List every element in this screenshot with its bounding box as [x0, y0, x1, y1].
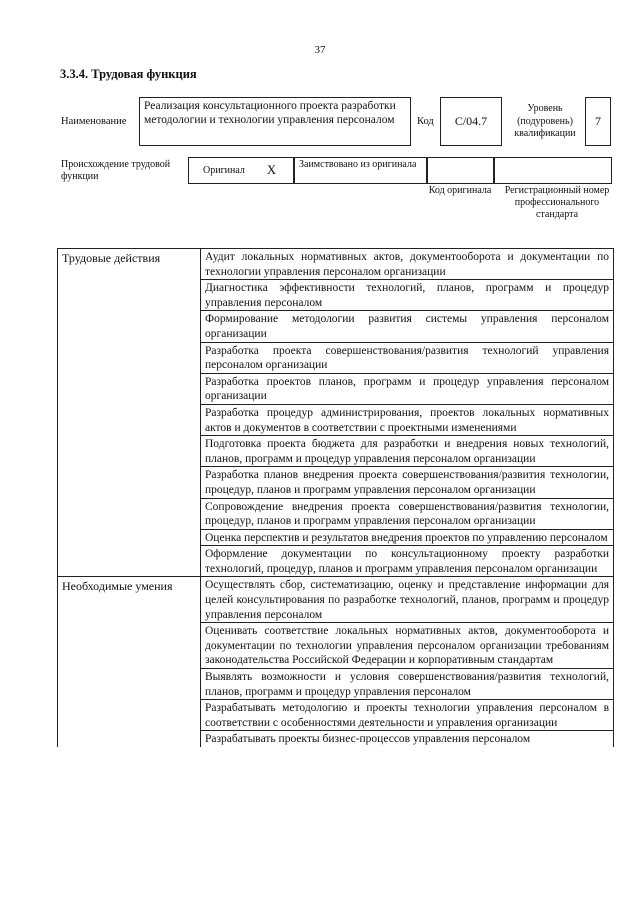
row-item: Диагностика эффективности технологий, планов, программ и процедур управления персоналом — [201, 280, 614, 311]
row-item: Разработка проектов планов, программ и процедур управления персоналом организации — [201, 373, 614, 404]
row-item: Аудит локальных нормативных актов, документооборота и документации по технологии управления персоналом организации — [201, 249, 614, 280]
borrowed-label: Заимствовано из оригинала — [299, 159, 417, 170]
reg-number-label: Регистрационный номер профессионального стандарта — [504, 185, 610, 220]
name-value: Реализация консультационного проекта разработки методологии и технологии управления персоналом — [139, 97, 411, 146]
code-value: C/04.7 — [440, 97, 502, 146]
table-row — [58, 249, 614, 280]
row-item: Разрабатывать проекты бизнес-процессов управления персоналом — [201, 731, 614, 747]
name-label: Наименование — [61, 116, 127, 127]
row-item: Сопровождение внедрения проекта совершенствования/развития технологии, процедур, планов и программ управления персоналом организации — [201, 498, 614, 529]
row-item: Выявлять возможности и условия совершенствования/развития технологий, планов, программ и процедур управления персоналом — [201, 669, 614, 700]
reg-number-cell — [494, 157, 612, 184]
row-item: Разработка процедур администрирования, проектов локальных нормативных актов и документов в соответствии с проектными изменениями — [201, 404, 614, 435]
level-label: Уровень (подуровень) квалификации — [514, 103, 576, 139]
origin-label: Происхождение трудовой функции — [61, 159, 171, 182]
row-item: Оформление документации по консультационному проекту разработки технологий, процедур, планов и программ управления персоналом организации — [201, 546, 614, 577]
row-item: Разработка проекта совершенствования/развития технологий управления персоналом организации — [201, 342, 614, 373]
page-number: 37 — [314, 44, 326, 56]
table-row — [58, 577, 614, 623]
original-mark: X — [267, 163, 277, 177]
original-label: Оригинал — [203, 165, 245, 176]
level-value: 7 — [585, 97, 611, 146]
original-cell — [188, 157, 294, 184]
row-heading: Трудовые действия — [58, 249, 201, 577]
borrowed-cell — [294, 157, 427, 184]
code-label: Код — [417, 116, 434, 127]
row-item: Формирование методологии развития системы управления персоналом организации — [201, 311, 614, 342]
function-table — [57, 248, 614, 747]
section-title: 3.3.4. Трудовая функция — [60, 67, 197, 81]
orig-code-cell — [427, 157, 494, 184]
row-item: Разрабатывать методологию и проекты технологии управления персоналом в соответствии с особенностями деятельности и управления организации — [201, 700, 614, 731]
row-item: Оценка перспектив и результатов внедрения проектов по управлению персоналом — [201, 529, 614, 546]
row-item: Осуществлять сбор, систематизацию, оценку и представление информации для целей консультирования по разработке технологий, планов, программ и процедур управления персоналом — [201, 577, 614, 623]
row-item: Разработка планов внедрения проекта совершенствования/развития технологии, процедур, планов и программ управления персоналом организации — [201, 467, 614, 498]
orig-code-label: Код оригинала — [428, 185, 492, 196]
row-item: Оценивать соответствие локальных нормативных актов, документооборота и документации по технологии управления персоналом организации требованиям законодательства Российской Федерации и корпоративным стандартам — [201, 623, 614, 669]
row-item: Подготовка проекта бюджета для разработки и внедрения новых технологий, планов, программ и процедур управления персоналом организации — [201, 436, 614, 467]
row-heading: Необходимые умения — [58, 577, 201, 747]
